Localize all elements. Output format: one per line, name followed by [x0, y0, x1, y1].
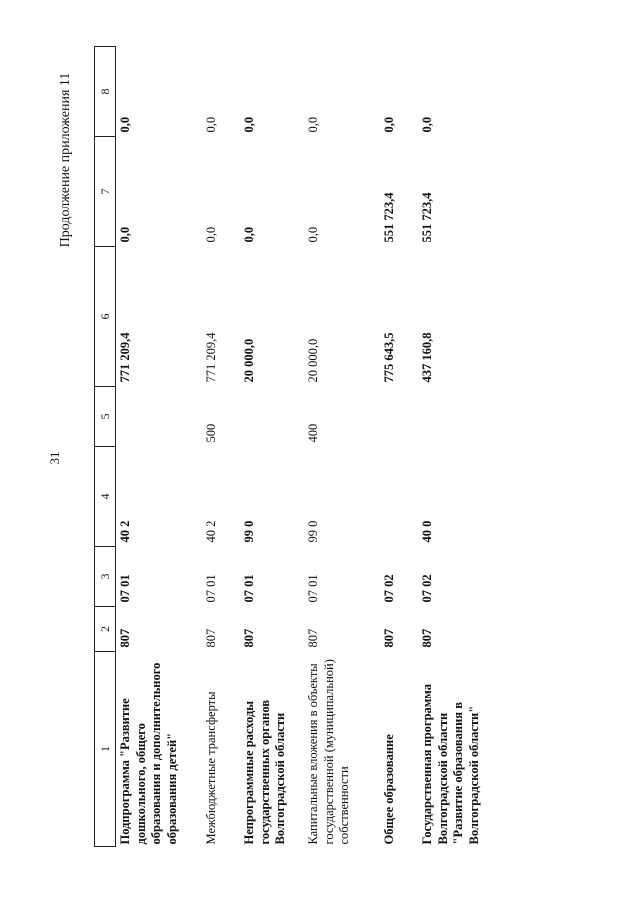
- cell-name: Капитальные вложения в объекты государственной (муниципальной) собственности: [306, 659, 352, 845]
- header-row: [95, 47, 116, 847]
- cell-amount-2: 551 723,4: [420, 192, 434, 243]
- budget-table: [94, 46, 508, 847]
- cell-target: 99 0: [242, 520, 256, 543]
- table-row: [380, 47, 418, 847]
- cell-amount: 775 643,5: [382, 332, 396, 383]
- cell-amount-3: 0,0: [306, 116, 320, 133]
- cell-expense-type: [116, 387, 203, 447]
- cell-amount: 20 000,0: [306, 338, 320, 383]
- cell-name: Непрограммные расходы государственных органов Волгоградской области: [242, 699, 288, 845]
- cell-name: Государственная программа Волгоградской области "Развитие образования в Волгоградской области": [420, 684, 481, 845]
- budget-table-rotated: [94, 47, 599, 847]
- cell-amount: 437 160,8: [420, 332, 434, 383]
- cell-target: 40 2: [118, 520, 132, 543]
- cell-amount-2: 0,0: [306, 226, 320, 243]
- table-row: [202, 47, 240, 847]
- cell-amount: 771 209,4: [118, 332, 132, 383]
- cell-ministry: 807: [118, 628, 132, 648]
- cell-amount-3: 0,0: [204, 116, 218, 133]
- cell-expense-type: 500: [204, 423, 218, 443]
- continuation-label: Продолжение приложения 11: [58, 72, 73, 248]
- cell-amount-3: 0,0: [420, 116, 434, 133]
- cell-amount-2: 0,0: [204, 226, 218, 243]
- cell-expense-type: [418, 387, 508, 447]
- cell-target: [380, 447, 418, 547]
- header-col-7: 7: [95, 137, 116, 247]
- cell-section: 07 01: [204, 574, 218, 603]
- cell-amount-3: 0,0: [242, 116, 256, 133]
- cell-section: 07 01: [306, 574, 320, 603]
- cell-amount-2: 0,0: [242, 226, 256, 243]
- table-row: [116, 47, 203, 847]
- cell-target: 40 0: [420, 520, 434, 543]
- cell-section: 07 01: [118, 574, 132, 603]
- cell-ministry: 807: [382, 628, 396, 648]
- cell-ministry: 807: [204, 628, 218, 648]
- header-col-6: 6: [95, 247, 116, 387]
- cell-target: 99 0: [306, 520, 320, 543]
- cell-amount-2: 551 723,4: [382, 192, 396, 243]
- table-row: [304, 47, 380, 847]
- cell-section: 07 02: [382, 574, 396, 603]
- cell-target: 40 2: [204, 520, 218, 543]
- cell-amount-2: 0,0: [118, 226, 132, 243]
- header-col-5: 5: [95, 387, 116, 447]
- header-col-1: 1: [95, 652, 116, 847]
- header-col-2: 2: [95, 607, 116, 652]
- cell-expense-type: [240, 387, 304, 447]
- cell-amount-3: 0,0: [118, 116, 132, 133]
- header-col-4: 4: [95, 447, 116, 547]
- cell-expense-type: [380, 387, 418, 447]
- cell-section: 07 02: [420, 574, 434, 603]
- cell-name: Подпрограмма "Развитие дошкольного, общего образования и дополнительного образования детей": [118, 662, 179, 845]
- cell-amount: 20 000,0: [242, 338, 256, 383]
- cell-ministry: 807: [242, 628, 256, 648]
- cell-ministry: 807: [420, 628, 434, 648]
- cell-section: 07 01: [242, 574, 256, 603]
- header-col-3: 3: [95, 547, 116, 607]
- cell-name: Общее образование: [382, 734, 396, 845]
- cell-amount-3: 0,0: [382, 116, 396, 133]
- table-row: [418, 47, 508, 847]
- cell-amount: 771 209,4: [204, 332, 218, 383]
- table-row: [240, 47, 304, 847]
- page-number: 31: [47, 451, 62, 465]
- cell-name: Межбюджетные трансферты: [204, 691, 218, 845]
- cell-ministry: 807: [306, 628, 320, 648]
- header-col-8: 8: [95, 47, 116, 137]
- cell-expense-type: 400: [306, 423, 320, 443]
